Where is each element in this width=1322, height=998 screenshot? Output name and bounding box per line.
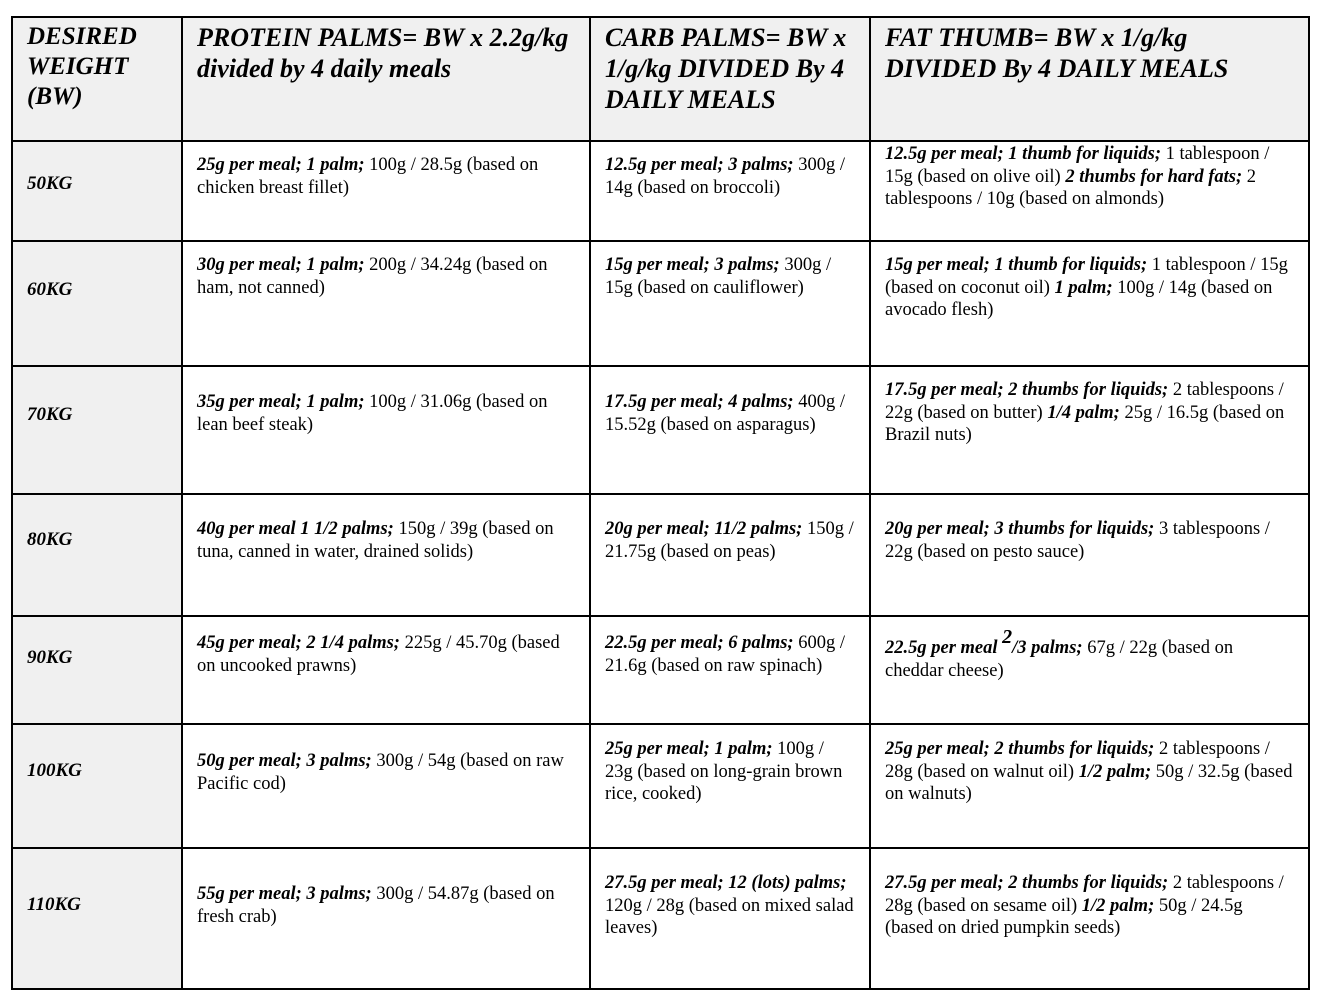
fat-cell (870, 616, 1309, 724)
weight-value: 70KG (27, 403, 73, 425)
fat-summary: 27.5g per meal; 2 thumbs for liquids; (885, 873, 1169, 893)
macro-portion-table (11, 16, 1310, 990)
carb-detail: 100g / 23g (based on long-grain brown rice, cooked) (605, 739, 843, 804)
weight-value: 60KG (27, 279, 73, 301)
fat-detail: 1 tablespoon / 15g (based on olive oil) (885, 144, 1270, 187)
table-row (12, 366, 1309, 494)
fat-summary-secondary: 1/4 palm; (1047, 402, 1120, 423)
weight-value: 100KG (27, 759, 82, 781)
fat-detail-secondary: 100g / 14g (based on avocado flesh) (885, 277, 1273, 320)
weight-cell (12, 366, 182, 494)
carb-cell (590, 366, 870, 494)
weight-value: 50KG (27, 172, 73, 194)
carb-detail: 150g / 21.75g (based on peas) (605, 519, 854, 562)
fat-cell (870, 366, 1309, 494)
protein-summary: 55g per meal; 3 palms; (197, 884, 372, 904)
protein-cell (182, 848, 590, 989)
protein-cell (182, 241, 590, 366)
weight-value: 110KG (27, 894, 81, 916)
carb-summary: 25g per meal; 1 palm; (605, 739, 773, 759)
table-row (12, 494, 1309, 616)
fat-summary: 20g per meal; 3 thumbs for liquids; (885, 519, 1155, 539)
table-row (12, 141, 1309, 241)
fat-cell (870, 494, 1309, 616)
fat-detail-secondary: 50g / 24.5g (based on dried pumpkin seeds) (885, 895, 1243, 938)
protein-cell (182, 724, 590, 848)
carb-detail: 300g / 14g (based on broccoli) (605, 155, 845, 198)
fat-summary-secondary: 1/2 palm; (1078, 761, 1152, 782)
fat-cell (870, 848, 1309, 989)
fat-summary: 12.5g per meal; 1 thumb for liquids; (885, 144, 1161, 164)
carb-detail: 400g / 15.52g (based on asparagus) (605, 392, 845, 435)
fat-detail: 2 tablespoons / 22g (based on butter) (885, 380, 1284, 423)
protein-cell (182, 616, 590, 724)
weight-cell (12, 241, 182, 366)
protein-detail: 100g / 31.06g (based on lean beef steak) (197, 392, 548, 435)
protein-summary: 35g per meal; 1 palm; (197, 392, 365, 412)
weight-value: 80KG (27, 528, 73, 550)
fat-summary-secondary: 1 palm; (1054, 277, 1113, 298)
protein-detail: 200g / 34.24g (based on ham, not canned) (197, 255, 548, 298)
carb-cell (590, 724, 870, 848)
protein-summary: 40g per meal 1 1/2 palms; (197, 519, 394, 539)
protein-cell (182, 141, 590, 241)
protein-detail: 225g / 45.70g (based on uncooked prawns) (197, 633, 560, 676)
fat-cell (870, 241, 1309, 366)
table-row (12, 616, 1309, 724)
fat-detail-secondary: 2 tablespoons / 10g (based on almonds) (885, 166, 1257, 209)
protein-summary: 45g per meal; 2 1/4 palms; (197, 633, 400, 653)
carb-summary: 15g per meal; 3 palms; (605, 255, 780, 275)
fat-summary-secondary: 2 thumbs for hard fats; (1065, 166, 1243, 187)
protein-detail: 300g / 54.87g (based on fresh crab) (197, 884, 555, 927)
carb-detail: 600g / 21.6g (based on raw spinach) (605, 633, 845, 676)
carb-cell (590, 241, 870, 366)
weight-cell (12, 494, 182, 616)
carb-summary: 20g per meal; 11/2 palms; (605, 519, 803, 539)
header-carb-palms: CARB PALMS= BW x 1/g/kg DIVIDED By 4 DAILY MEALS (590, 17, 870, 141)
header-row (12, 17, 1309, 141)
carb-detail: 120g / 28g (based on mixed salad leaves) (605, 895, 854, 938)
weight-cell (12, 848, 182, 989)
carb-summary: 17.5g per meal; 4 palms; (605, 392, 794, 412)
carb-summary: 22.5g per meal; 6 palms; (605, 633, 794, 653)
protein-cell (182, 494, 590, 616)
fat-summary: 17.5g per meal; 2 thumbs for liquids; (885, 380, 1169, 400)
fat-summary: 25g per meal; 2 thumbs for liquids; (885, 739, 1155, 759)
fat-detail: 3 tablespoons / 22g (based on pesto sauce) (885, 519, 1270, 562)
weight-cell (12, 141, 182, 241)
protein-detail: 100g / 28.5g (based on chicken breast fillet) (197, 155, 539, 198)
weight-cell (12, 724, 182, 848)
protein-summary: 30g per meal; 1 palm; (197, 255, 365, 275)
weight-cell (12, 616, 182, 724)
carb-summary: 12.5g per meal; 3 palms; (605, 155, 794, 175)
fat-summary: 15g per meal; 1 thumb for liquids; (885, 255, 1148, 275)
carb-cell (590, 141, 870, 241)
fat-detail-secondary: 25g / 16.5g (based on Brazil nuts) (885, 402, 1285, 445)
carb-cell (590, 616, 870, 724)
header-protein-palms: PROTEIN PALMS= BW x 2.2g/kg divided by 4 daily meals (182, 17, 590, 141)
protein-detail: 150g / 39g (based on tuna, canned in water, drained solids) (197, 519, 554, 562)
table-row (12, 724, 1309, 848)
fat-detail: 2 tablespoons / 28g (based on walnut oil) (885, 739, 1270, 782)
protein-summary: 25g per meal; 1 palm; (197, 155, 365, 175)
fat-summary-secondary: 1/2 palm; (1081, 895, 1155, 916)
carb-summary: 27.5g per meal; 12 (lots) palms; (605, 873, 847, 893)
carb-detail: 300g / 15g (based on cauliflower) (605, 255, 832, 298)
table-row (12, 848, 1309, 989)
protein-detail: 300g / 54g (based on raw Pacific cod) (197, 751, 564, 794)
fat-detail-secondary: 50g / 32.5g (based on walnuts) (885, 761, 1293, 804)
fat-fraction-numerator: 2 (1002, 625, 1013, 648)
weight-value: 90KG (27, 646, 73, 668)
protein-cell (182, 366, 590, 494)
fat-cell (870, 724, 1309, 848)
fat-summary: 22.5g per meal (885, 638, 1003, 658)
fat-detail: 67g / 22g (based on cheddar cheese) (885, 638, 1234, 681)
protein-summary: 50g per meal; 3 palms; (197, 751, 372, 771)
fat-detail: 2 tablespoons / 28g (based on sesame oil) (885, 873, 1284, 916)
fat-cell (870, 141, 1309, 241)
fat-detail: 1 tablespoon / 15g (based on coconut oil) (885, 255, 1288, 298)
fat-summary-fraction: /3 palms; (1012, 638, 1083, 658)
header-fat-thumb: FAT THUMB= BW x 1/g/kg DIVIDED By 4 DAILY MEALS (870, 17, 1309, 141)
carb-cell (590, 848, 870, 989)
table-row (12, 241, 1309, 366)
carb-cell (590, 494, 870, 616)
header-desired-weight: DESIRED WEIGHT (BW) (12, 17, 182, 141)
